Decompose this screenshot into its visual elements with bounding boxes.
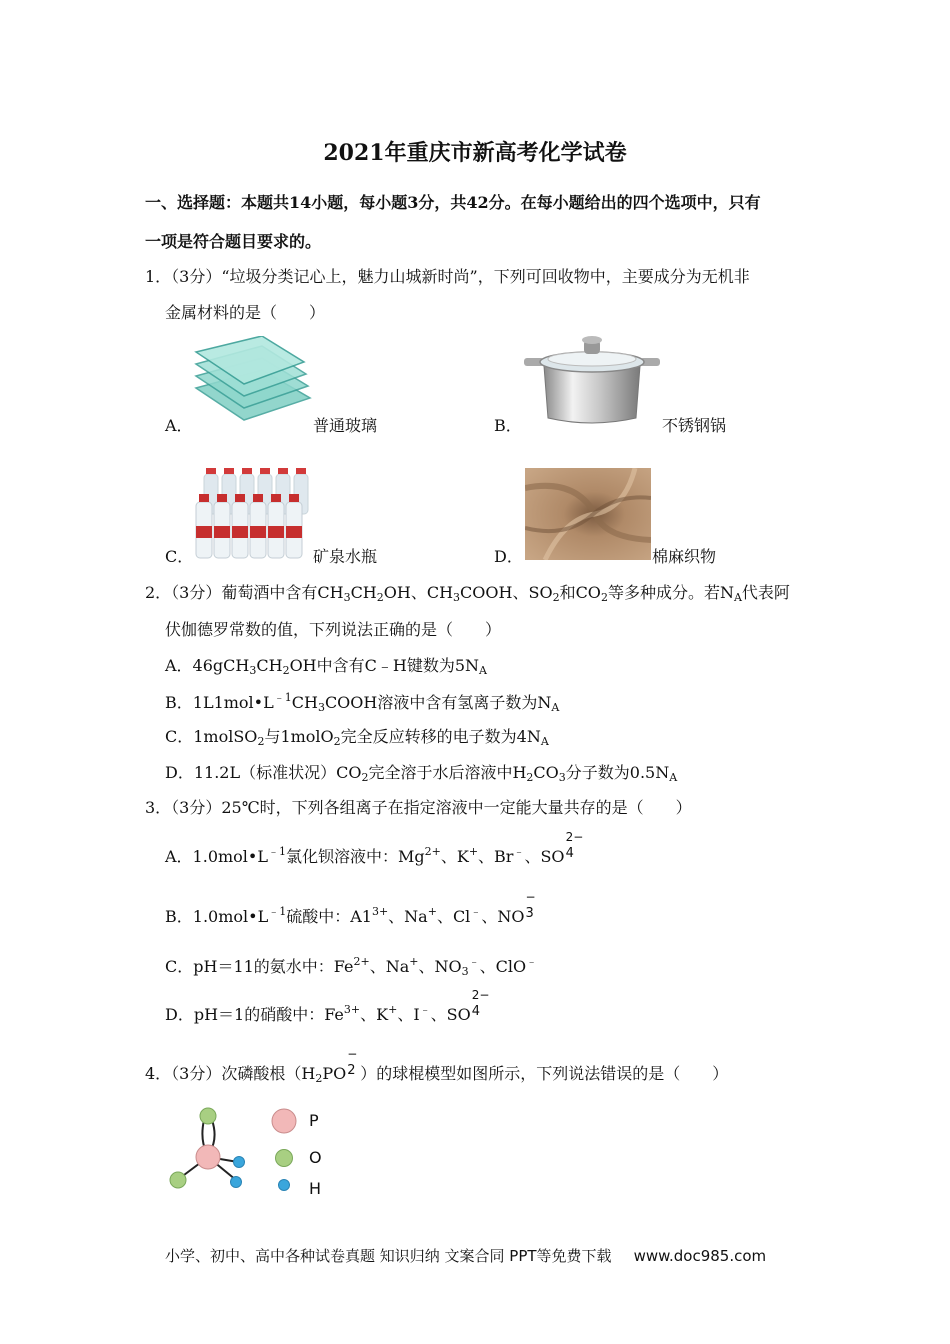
steel-pot-image	[522, 330, 662, 430]
q3-option-b: B．$1.0mol•L^{﹣1}$硫酸中：$A1^{3+}$、Na+、Cl﹣、NO − 3	[165, 890, 536, 926]
q2-option-d: D．11.2L（标准状况）$CO_2$完全溶于水后溶液中$H_2CO_3$分子数为$0.5N_A$	[165, 763, 678, 784]
q1-option-c-label: 矿泉水瓶	[313, 547, 378, 566]
section-heading: 一、选择题：本题共14小题，每小题3分，共42分。在每小题给出的四个选项中，只有	[145, 193, 761, 212]
q3-option-c: C．pH＝11的氨水中：$Fe^{2+}$、Na+、$NO_3^﹣$、ClO﹣	[165, 955, 538, 978]
q1-option-d-label: 棉麻织物	[652, 547, 717, 566]
h-atom-legend-icon	[277, 1178, 291, 1192]
q1-option-b-letter: B．	[494, 416, 522, 435]
water-bottles-image	[194, 466, 312, 562]
q1-option-c-letter: C．	[165, 547, 194, 566]
q1-option-a-label: 普通玻璃	[313, 416, 378, 435]
q1-option-d-letter: D．	[494, 547, 523, 566]
q3-option-d: D．pH＝1的硝酸中：$Fe^{3+}$、K+、I﹣、SO 2− 4	[165, 988, 490, 1024]
section-heading-cont: 一项是符合题目要求的。	[145, 232, 322, 251]
p-atom-legend-icon	[270, 1107, 298, 1135]
footer-link[interactable]: www.doc985.com	[633, 1247, 767, 1265]
ball-and-stick-model	[160, 1100, 260, 1200]
q2-option-a: A．$46gCH_3CH_2OH$中含有C﹣H键数为$5N_A$	[165, 656, 487, 677]
q1-option-b-label: 不锈钢锅	[662, 416, 727, 435]
q3-stem: 3．（3分）25℃时，下列各组离子在指定溶液中一定能大量共存的是（ ）	[145, 798, 692, 817]
q2-option-b: B．$1L1mol•L^{﹣1}CH_3COOH$溶液中含有氢离子数为$N_A$	[165, 691, 560, 714]
legend-label-h: H	[309, 1179, 322, 1198]
q4-stem: 4．（3分）次磷酸根（$H_2PO$ − 2 ）的球棍模型如图所示，下列说法错误的是（ ）	[145, 1047, 729, 1085]
q2-stem-cont: 伏伽德罗常数的值，下列说法正确的是（ ）	[165, 620, 502, 639]
fabric-image	[525, 468, 651, 560]
legend-label-p: P	[309, 1111, 319, 1130]
footer	[165, 1245, 766, 1266]
q1-stem-cont: 金属材料的是（ ）	[165, 303, 326, 322]
q3-option-a: A．$1.0mol•L^{﹣1}$氯化钡溶液中：$Mg^{2+}$、K+、Br﹣、SO 2− 4	[165, 830, 584, 866]
q2-option-c: C．1molSO$_2$与1molO$_2$完全反应转移的电子数为$4N_A$	[165, 727, 549, 748]
q1-stem: 1．（3分）“垃圾分类记心上，魅力山城新时尚”，下列可回收物中，主要成分为无机非	[145, 267, 750, 286]
legend-label-o: O	[309, 1148, 322, 1167]
q1-option-a-letter: A．	[165, 416, 193, 435]
page-title: 2021年重庆市新高考化学试卷	[323, 140, 627, 166]
footer-text: 小学、初中、高中各种试卷真题 知识归纳 文案合同 PPT等免费下载	[165, 1247, 612, 1265]
glass-sheets-image	[192, 336, 312, 428]
q2-stem: 2．（3分）葡萄酒中含有$CH_3CH_2OH$、$CH_3COOH$、$SO_2$和$CO_2$等多种成分。若$N_A$代表阿	[145, 583, 790, 604]
o-atom-legend-icon	[274, 1148, 294, 1168]
